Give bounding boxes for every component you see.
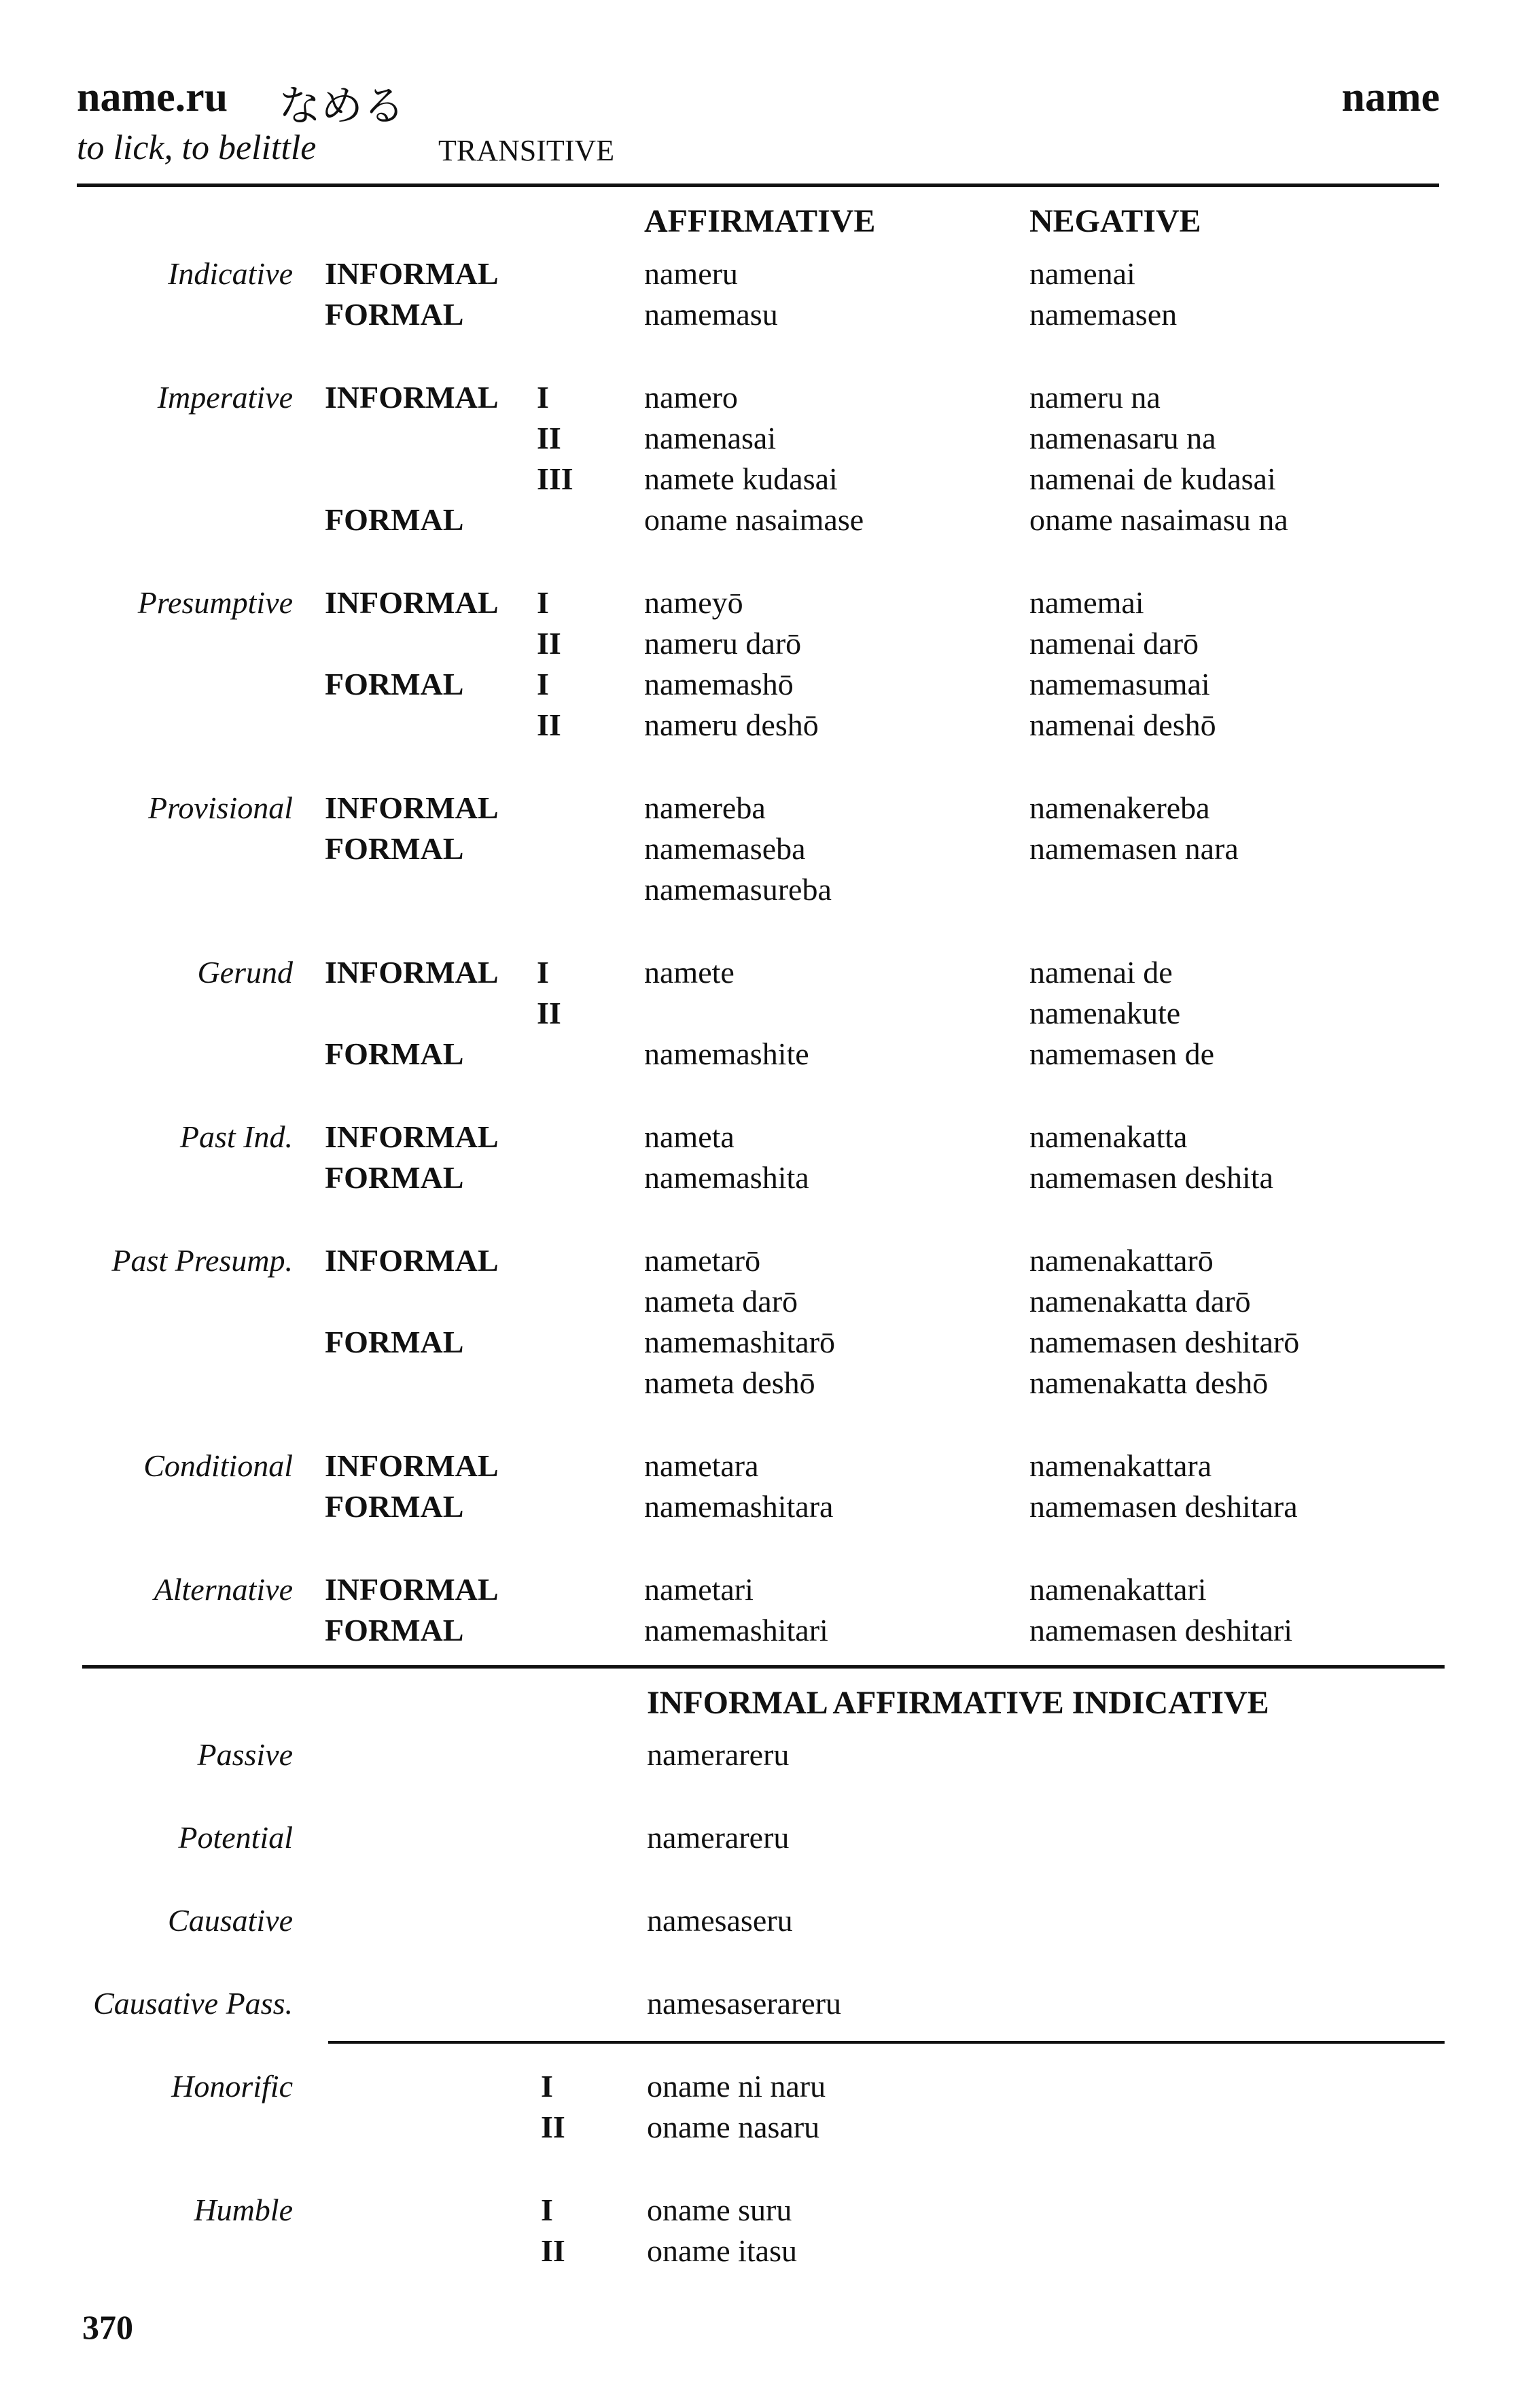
mood-label: Causative — [168, 1903, 293, 1938]
affirmative-form: namemaseba — [644, 831, 806, 866]
negative-form: namenasaru na — [1029, 421, 1216, 455]
table-row — [0, 828, 1520, 869]
formality-label: INFORMAL — [325, 380, 499, 415]
form-number: I — [541, 2193, 553, 2227]
table-row — [0, 2107, 1520, 2148]
table-row — [0, 1281, 1520, 1322]
verb-stem: name — [1341, 74, 1440, 120]
negative-form: namemasen nara — [1029, 831, 1239, 866]
table-row — [0, 1157, 1520, 1198]
mood-label: Humble — [194, 2193, 293, 2227]
table-row — [0, 254, 1520, 294]
affirmative-form: namemasu — [644, 297, 778, 332]
table-row — [0, 2190, 1520, 2231]
formality-label: FORMAL — [325, 1489, 464, 1524]
negative-form: namemasen deshitarō — [1029, 1325, 1300, 1359]
table-row — [0, 1034, 1520, 1075]
negative-form: oname nasaimasu na — [1029, 502, 1288, 537]
form-number: I — [537, 667, 549, 701]
mood-label: Honorific — [171, 2069, 293, 2104]
affirmative-form: namemasureba — [644, 872, 832, 907]
mood-label: Provisional — [148, 790, 293, 825]
affirmative-form: namemashite — [644, 1036, 809, 1071]
negative-form: namemasumai — [1029, 667, 1210, 701]
negative-form: nameru na — [1029, 380, 1161, 415]
affirmative-form: namereba — [644, 790, 766, 825]
formality-label: FORMAL — [325, 1325, 464, 1359]
derived-form: oname ni naru — [647, 2069, 826, 2104]
table-row — [0, 1363, 1520, 1403]
form-number: II — [537, 996, 561, 1030]
negative-form: namemasen deshitara — [1029, 1489, 1298, 1524]
table-row — [0, 1610, 1520, 1651]
affirmative-form: namete kudasai — [644, 461, 838, 496]
table-row — [0, 1486, 1520, 1527]
affirmative-form: namemashita — [644, 1160, 809, 1195]
table-row — [0, 1734, 1520, 1775]
form-number: I — [537, 380, 549, 415]
table-row — [0, 582, 1520, 623]
affirmative-column-header: AFFIRMATIVE — [644, 203, 876, 239]
negative-form: namenai de kudasai — [1029, 461, 1276, 496]
formality-label: FORMAL — [325, 831, 464, 866]
formality-label: INFORMAL — [325, 256, 499, 291]
negative-form: namenakattarō — [1029, 1243, 1214, 1278]
affirmative-form: namemashitari — [644, 1613, 828, 1647]
table-row — [0, 952, 1520, 993]
negative-form: namenakute — [1029, 996, 1181, 1030]
affirmative-form: namemashō — [644, 667, 794, 701]
table-row — [0, 1983, 1520, 2024]
table-row — [0, 459, 1520, 500]
mood-label: Causative Pass. — [93, 1986, 293, 2021]
table-row — [0, 664, 1520, 705]
honorific-rule — [328, 2041, 1445, 2044]
table-row — [0, 1900, 1520, 1941]
page-number: 370 — [82, 2308, 133, 2346]
affirmative-form: nametara — [644, 1448, 759, 1483]
affirmative-form: namete — [644, 955, 735, 990]
form-number: II — [541, 2110, 565, 2144]
table-row — [0, 294, 1520, 335]
formality-label: FORMAL — [325, 1613, 464, 1647]
table-row — [0, 500, 1520, 540]
derived-form: oname suru — [647, 2193, 792, 2227]
formality-label: FORMAL — [325, 667, 464, 701]
affirmative-form: nametarō — [644, 1243, 761, 1278]
table-row — [0, 705, 1520, 746]
form-number: II — [541, 2233, 565, 2268]
form-number: I — [541, 2069, 553, 2104]
table-row — [0, 418, 1520, 459]
table-row — [0, 1446, 1520, 1486]
form-number: II — [537, 626, 561, 661]
form-number: II — [537, 708, 561, 742]
table-row — [0, 788, 1520, 828]
affirmative-form: namenasai — [644, 421, 777, 455]
verb-kana: なめる — [279, 81, 406, 130]
formality-label: FORMAL — [325, 297, 464, 332]
form-number: III — [537, 461, 573, 496]
derived-form: namesaserareru — [647, 1986, 842, 2021]
table-row — [0, 1117, 1520, 1157]
affirmative-form: namemashitara — [644, 1489, 834, 1524]
negative-form: namemasen de — [1029, 1036, 1215, 1071]
mood-label: Gerund — [197, 955, 293, 990]
affirmative-form: nameru deshō — [644, 708, 819, 742]
formality-label: INFORMAL — [325, 1572, 499, 1607]
negative-form: namenai — [1029, 256, 1135, 291]
mood-label: Passive — [197, 1737, 293, 1772]
informal-affirmative-indicative-header: INFORMAL AFFIRMATIVE INDICATIVE — [647, 1685, 1269, 1721]
table-row — [0, 1817, 1520, 1858]
negative-form: namenakatta darō — [1029, 1284, 1251, 1319]
negative-form: namemasen deshitari — [1029, 1613, 1293, 1647]
negative-form: namemasen — [1029, 297, 1178, 332]
mood-label: Alternative — [154, 1572, 293, 1607]
affirmative-form: nameta darō — [644, 1284, 798, 1319]
formality-label: INFORMAL — [325, 955, 499, 990]
negative-form: namenai darō — [1029, 626, 1199, 661]
verb-romaji: name.ru — [77, 74, 228, 120]
verb-transitivity: TRANSITIVE — [438, 134, 615, 167]
table-row — [0, 1569, 1520, 1610]
negative-form: namemai — [1029, 585, 1144, 620]
formality-label: INFORMAL — [325, 1243, 499, 1278]
derived-form: namerareru — [647, 1820, 790, 1855]
form-number: I — [537, 585, 549, 620]
formality-label: INFORMAL — [325, 1119, 499, 1154]
mood-label: Presumptive — [137, 585, 293, 620]
form-number: II — [537, 421, 561, 455]
mood-label: Potential — [178, 1820, 293, 1855]
affirmative-form: nameru — [644, 256, 738, 291]
header-rule — [77, 184, 1439, 187]
negative-form: namemasen deshita — [1029, 1160, 1273, 1195]
negative-form: namenai deshō — [1029, 708, 1216, 742]
affirmative-form: nametari — [644, 1572, 754, 1607]
negative-form: namenakattari — [1029, 1572, 1207, 1607]
negative-form: namenakattara — [1029, 1448, 1212, 1483]
negative-form: namenakatta — [1029, 1119, 1188, 1154]
section-rule — [82, 1665, 1445, 1669]
mood-label: Past Ind. — [179, 1119, 293, 1154]
formality-label: FORMAL — [325, 502, 464, 537]
derived-form: oname nasaru — [647, 2110, 820, 2144]
table-row — [0, 2066, 1520, 2107]
derived-form: namesaseru — [647, 1903, 793, 1938]
mood-label: Indicative — [168, 256, 293, 291]
affirmative-form: namero — [644, 380, 738, 415]
formality-label: FORMAL — [325, 1036, 464, 1071]
affirmative-form: namemashitarō — [644, 1325, 836, 1359]
table-row — [0, 2231, 1520, 2271]
table-row — [0, 623, 1520, 664]
table-row — [0, 1322, 1520, 1363]
derived-form: oname itasu — [647, 2233, 797, 2268]
formality-label: INFORMAL — [325, 585, 499, 620]
mood-label: Conditional — [143, 1448, 293, 1483]
negative-form: namenakatta deshō — [1029, 1365, 1269, 1400]
formality-label: INFORMAL — [325, 1448, 499, 1483]
affirmative-form: nameta — [644, 1119, 735, 1154]
table-row — [0, 993, 1520, 1034]
derived-form: namerareru — [647, 1737, 790, 1772]
table-row — [0, 1240, 1520, 1281]
affirmative-form: oname nasaimase — [644, 502, 864, 537]
negative-column-header: NEGATIVE — [1029, 203, 1201, 239]
table-row — [0, 869, 1520, 910]
formality-label: INFORMAL — [325, 790, 499, 825]
negative-form: namenai de — [1029, 955, 1173, 990]
negative-form: namenakereba — [1029, 790, 1210, 825]
affirmative-form: nameru darō — [644, 626, 802, 661]
form-number: I — [537, 955, 549, 990]
verb-meaning: to lick, to belittle — [77, 128, 317, 167]
table-row — [0, 377, 1520, 418]
affirmative-form: nameyō — [644, 585, 743, 620]
mood-label: Imperative — [157, 380, 293, 415]
formality-label: FORMAL — [325, 1160, 464, 1195]
mood-label: Past Presump. — [111, 1243, 293, 1278]
affirmative-form: nameta deshō — [644, 1365, 815, 1400]
